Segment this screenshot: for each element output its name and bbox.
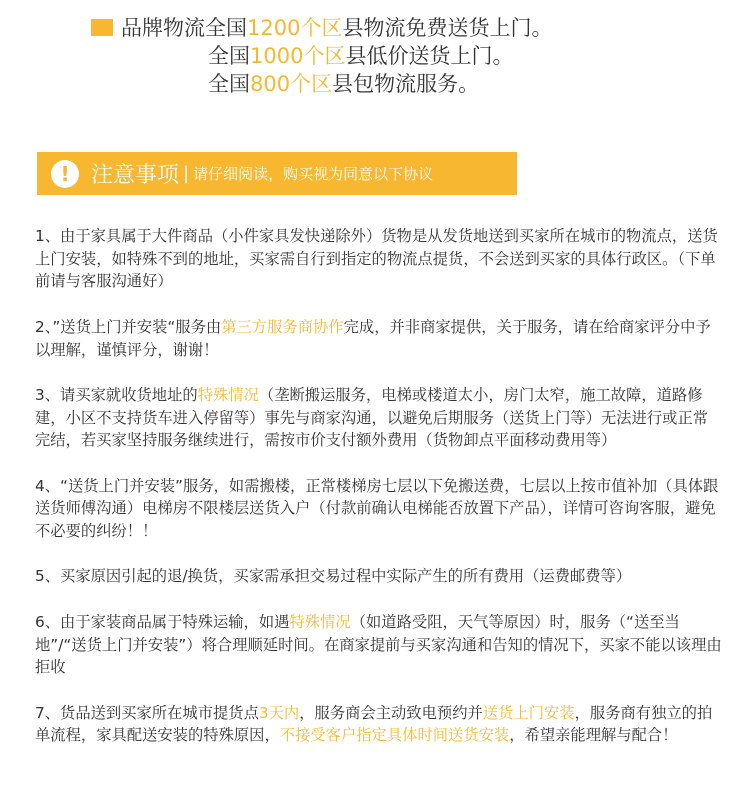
notice-item-4 [35, 475, 723, 543]
notice-banner [37, 152, 517, 195]
note-text: 7、货品送到买家所在城市提货点 [35, 703, 259, 722]
promo-line-2 [208, 42, 513, 70]
note-text: 2、”送货上门并安装“服务由 [35, 317, 222, 336]
notes-list [35, 225, 723, 770]
notice-separator: | [183, 163, 190, 184]
yellow-square-icon [91, 19, 113, 36]
note-text: （垄断搬运服务，电梯或楼道太小，房门太窄，施工故障，道路修建，小区不支持货车进入停留等）事先与商家沟通，以避免后期服务（送货上门等）无法进行或正常完结，若买家坚持服务继续进行，需按市价支付额外费用（货物卸点平面移动费用等） [35, 385, 709, 450]
promo-line-1-tail: 县物流免费送货上门。 [342, 16, 553, 40]
promo-line-3-tail: 县包物流服务。 [332, 72, 480, 96]
note-text: ，服务商有独立的拍单流程，家具配送安装的特殊原因， [35, 703, 713, 745]
promo-line-2-tail: 县低价送货上门。 [345, 44, 514, 68]
highlight-text: 送货上门安装 [482, 703, 575, 722]
notice-item-5 [35, 565, 723, 588]
promo-line-3-text: 全国 [208, 72, 250, 96]
note-text: 完成，并非商家提供，关于服务，请在给商家评分中予以理解，谨慎评分，谢谢！ [35, 317, 711, 359]
notice-item-3 [35, 384, 723, 452]
highlight-text: 特殊情况 [197, 385, 259, 404]
notice-item-7 [35, 702, 723, 747]
note-text: 5、买家原因引起的退/换货，买家需承担交易过程中实际产生的所有费用（运费邮费等） [35, 567, 632, 586]
promo-line-1 [91, 14, 552, 42]
note-text: ，希望亲能理解与配合！ [509, 726, 678, 745]
highlight-text: 不接受客户指定具体时间送货安装 [279, 726, 510, 745]
note-text: 4、“送货上门并安装”服务，如需搬楼，正常楼梯房七层以下免搬送费，七层以上按市值补加（具体跟送货师傅沟通）电梯房不限楼层送货入户（付款前确认电梯能否放置下产品），详情可咨询客服，避免不必要的纠纷！！ [35, 476, 719, 541]
note-text: （如道路受阻，天气等原因）时，服务（“送至当地”/“送货上门并安装”）将合理顺延时间。在商家提前与买家沟通和告知的情况下，买家不能以该理由拒收 [35, 612, 722, 677]
notice-subtitle: 请仔细阅读，购买视为同意以下协议 [193, 165, 434, 183]
highlight-text: 第三方服务商协作 [221, 317, 344, 336]
promo-line-3 [208, 70, 479, 98]
highlight-text: 特殊情况 [289, 612, 351, 631]
promo-line-1-highlight: 1200个区 [247, 16, 343, 40]
note-text: 6、由于家装商品属于特殊运输，如遇 [35, 612, 290, 631]
notice-item-2 [35, 316, 723, 361]
promo-line-1-text: 品牌物流全国 [121, 16, 247, 40]
promo-line-2-text: 全国 [208, 44, 250, 68]
notice-item-1 [35, 225, 723, 293]
note-text: ，服务商会主动致电预约并 [299, 703, 483, 722]
exclamation-icon: ! [51, 160, 79, 188]
promo-line-3-highlight: 800个区 [250, 72, 333, 96]
note-text: 1、由于家具属于大件商品（小件家具发快递除外）货物是从发货地送到买家所在城市的物流点，送货上门安装，如特殊不到的地址，买家需自行到指定的物流点提货，不会送到买家的具体行政区。（下单前请与客服沟通好） [35, 227, 718, 291]
note-text: 3、请买家就收货地址的 [35, 385, 198, 404]
promo-line-2-highlight: 1000个区 [250, 44, 346, 68]
notice-item-6 [35, 611, 723, 679]
highlight-text: 3天内 [258, 703, 300, 722]
notice-title: 注意事项 [91, 163, 180, 188]
